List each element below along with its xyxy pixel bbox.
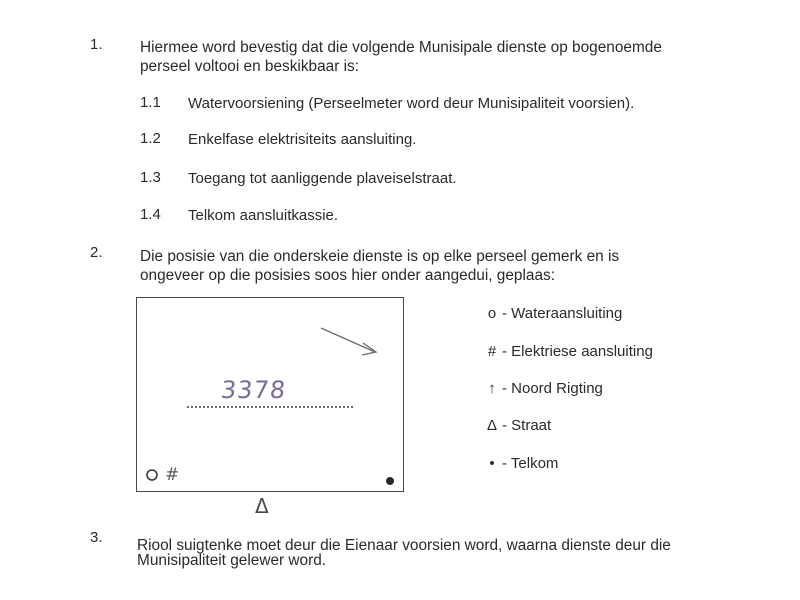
- section-2-text-line-1: Die posisie van die onderskeie dienste is op elke perseel gemerk en is: [140, 248, 620, 265]
- item-1-1-number: 1.1: [140, 94, 161, 111]
- legend-label-electric: - Elektriese aansluiting: [502, 343, 653, 360]
- legend-item-water: [482, 305, 622, 322]
- item-1-2-number: 1.2: [140, 130, 161, 147]
- street-icon: Δ: [486, 417, 498, 434]
- legend-item-north: [482, 380, 603, 397]
- telkom-icon: [386, 477, 394, 485]
- electric-connection-icon: #: [165, 465, 180, 485]
- section-2-number: 2.: [90, 244, 103, 261]
- legend-item-electric: [482, 343, 653, 360]
- item-1-3-number: 1.3: [140, 169, 161, 186]
- section-3-number: 3.: [90, 529, 103, 546]
- section-1-text-line-1: Hiermee word bevestig dat die volgende Munisipale dienste op bogenoemde: [140, 39, 662, 56]
- water-connection-icon: o: [487, 305, 497, 322]
- plot-number: 3378: [219, 376, 288, 404]
- item-1-3-text: Toegang tot aanliggende plaveiselstraat.: [188, 170, 457, 187]
- section-1-number: 1.: [90, 36, 103, 53]
- legend-label-north: - Noord Rigting: [502, 380, 603, 397]
- section-2-text-line-2: ongeveer op die posisies soos hier onder aangedui, geplaas:: [140, 267, 555, 284]
- legend-label-telkom: - Telkom: [502, 455, 559, 472]
- legend-item-telkom: [482, 455, 558, 472]
- plot-diagram-symbols: [137, 298, 403, 491]
- item-1-2-text: Enkelfase elektrisiteits aansluiting.: [188, 131, 417, 148]
- plot-diagram: [136, 297, 404, 492]
- item-1-1-text: Watervoorsiening (Perseelmeter word deur Munisipaliteit voorsien).: [188, 95, 635, 112]
- telkom-icon: •: [489, 455, 495, 472]
- electric-connection-icon: #: [487, 343, 497, 360]
- north-arrow-icon: [321, 328, 376, 355]
- item-1-4-text: Telkom aansluitkassie.: [188, 207, 339, 224]
- north-arrow-icon: ↑: [488, 380, 496, 397]
- section-3-text-line-2: Munisipaliteit gelewer word.: [137, 552, 327, 569]
- section-1-text-line-2: perseel voltooi en beskikbaar is:: [140, 58, 360, 75]
- item-1-4-number: 1.4: [140, 206, 161, 223]
- legend-item-street: [482, 417, 551, 434]
- water-connection-icon: [147, 470, 157, 480]
- section-3-text-line-1: Riool suigtenke moet deur die Eienaar voorsien word, waarna dienste deur die: [137, 537, 671, 554]
- street-icon: Δ: [255, 494, 269, 518]
- legend-label-water: - Wateraansluiting: [502, 305, 623, 322]
- legend-label-street: - Straat: [502, 417, 552, 434]
